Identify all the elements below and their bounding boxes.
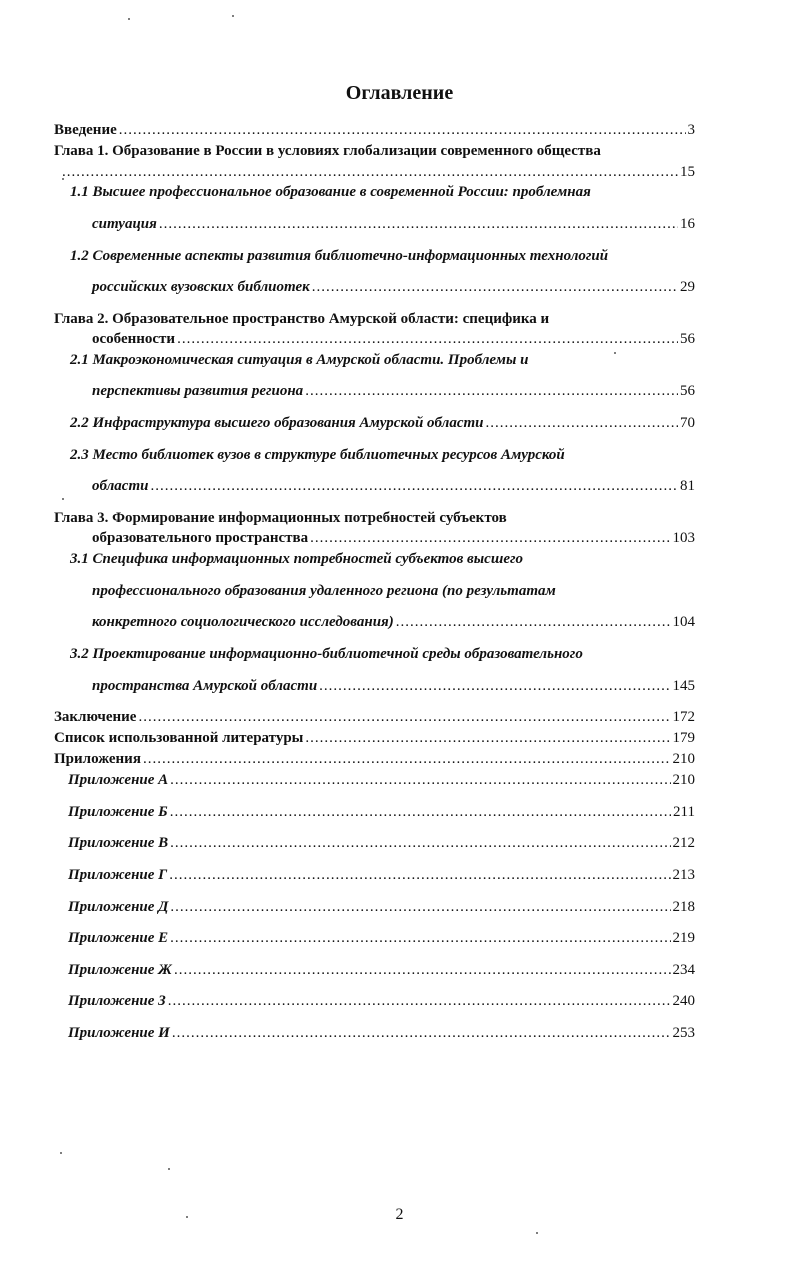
dot-leader	[62, 162, 678, 182]
scan-speck	[536, 1232, 538, 1234]
dot-leader	[170, 833, 670, 853]
toc-page-number: 104	[672, 614, 695, 630]
toc-entry-label: Приложение В	[68, 835, 169, 851]
dot-leader	[319, 676, 670, 696]
toc-page-number: 70	[680, 415, 695, 431]
toc-entry-label: Глава 2. Образовательное пространство Амурской области: специфика и	[54, 311, 550, 327]
toc-entry-chapter-1[interactable]	[54, 141, 799, 161]
toc-entry-section-2-3[interactable]	[70, 445, 799, 465]
toc-entry-conclusion[interactable]	[54, 707, 695, 727]
dot-leader	[170, 897, 670, 917]
dot-leader	[177, 329, 678, 349]
toc-page-number: 56	[680, 331, 695, 347]
toc-entry-section-1-2[interactable]	[70, 246, 799, 266]
toc-page-number: 211	[673, 804, 695, 820]
toc-page-number: 103	[672, 530, 695, 546]
toc-entry-section-1-1-cont[interactable]	[92, 214, 695, 234]
dot-leader	[143, 749, 671, 769]
scan-speck	[62, 498, 64, 500]
toc-entry-appendix-a[interactable]	[68, 770, 695, 790]
toc-page-number: 16	[680, 216, 695, 232]
toc-page-number: 179	[672, 730, 695, 746]
toc-page-number: 210	[672, 751, 695, 767]
page-number: 2	[395, 1206, 404, 1223]
toc-entry-label: Введение	[54, 122, 117, 138]
dot-leader	[170, 928, 670, 948]
toc-entry-references[interactable]	[54, 728, 695, 748]
toc-page-number: 210	[672, 772, 695, 788]
toc-entry-section-3-1-cont-2[interactable]	[92, 612, 695, 632]
toc-entry-label: 3.2 Проектирование информационно-библиотечной среды образовательного	[70, 646, 583, 662]
toc-entry-label: особенности	[92, 331, 176, 347]
dot-leader	[169, 865, 670, 885]
toc-page-number: 15	[680, 164, 695, 180]
dot-leader	[305, 728, 670, 748]
toc-entry-label: 2.2 Инфраструктура высшего образования Амурской области	[70, 415, 484, 431]
toc-entry-label: пространства Амурской области	[92, 678, 318, 694]
dot-leader	[150, 476, 678, 496]
toc-heading: Оглавление	[345, 82, 454, 104]
toc-page-number: 234	[672, 962, 695, 978]
toc-page-number: 253	[672, 1025, 695, 1041]
dot-leader	[168, 991, 671, 1011]
toc-entry-chapter-3[interactable]	[54, 508, 799, 528]
toc-entry-label: Глава 1. Образование в России в условиях глобализации современного общества	[54, 143, 601, 159]
toc-entry-section-2-1-cont[interactable]	[92, 381, 695, 401]
toc-entry-label: 3.1 Специфика информационных потребностей субъектов высшего	[70, 551, 524, 567]
toc-page-number: 56	[680, 383, 695, 399]
toc-entry-section-2-2[interactable]	[70, 413, 695, 433]
toc-entry-section-3-1-cont[interactable]	[92, 581, 799, 601]
dot-leader	[312, 277, 678, 297]
toc-page-number: 3	[687, 122, 695, 138]
toc-page-number: 172	[672, 709, 695, 725]
toc-entry-appendix-d[interactable]	[68, 897, 695, 917]
dot-leader	[305, 381, 678, 401]
toc-entry-label: Заключение	[54, 709, 137, 725]
toc-entry-label: Приложение Г	[68, 867, 168, 883]
toc-entry-label: перспективы развития региона	[92, 383, 304, 399]
toc-entry-label: 1.1 Высшее профессиональное образование в современной России: проблемная	[70, 184, 591, 200]
toc-page-number: 145	[672, 678, 695, 694]
toc-entry-label: Список использованной литературы	[54, 730, 304, 746]
dot-leader	[170, 770, 670, 790]
toc-entry-label: 2.1 Макроэкономическая ситуация в Амурской области. Проблемы и	[70, 352, 529, 368]
toc-page-number: 29	[680, 279, 695, 295]
toc-entry-appendix-e[interactable]	[68, 928, 695, 948]
toc-entry-chapter-3-cont[interactable]	[92, 528, 695, 548]
toc-page-number: 240	[672, 993, 695, 1009]
toc-entry-label: 1.2 Современные аспекты развития библиотечно-информационных технологий	[70, 248, 609, 264]
toc-entry-section-3-2-cont[interactable]	[92, 676, 695, 696]
toc-entry-section-3-1[interactable]	[70, 549, 799, 569]
toc-entry-chapter-2[interactable]	[54, 309, 799, 329]
toc-entry-appendix-g[interactable]	[68, 865, 695, 885]
toc-entry-label: ситуация	[92, 216, 157, 232]
toc-entry-section-1-1[interactable]	[70, 182, 799, 202]
toc-entry-appendix-b[interactable]	[68, 802, 695, 822]
scan-speck	[614, 352, 616, 354]
toc-entry-label: образовательного пространства	[92, 530, 309, 546]
toc-entry-intro[interactable]	[54, 120, 695, 140]
dot-leader	[172, 1023, 671, 1043]
dot-leader	[138, 707, 670, 727]
toc-entry-label: Приложение Б	[68, 804, 168, 820]
toc-entry-appendix-i[interactable]	[68, 1023, 695, 1043]
toc-entry-label: конкретного социологического исследования)	[92, 614, 394, 630]
toc-entry-label: Приложение З	[68, 993, 166, 1009]
toc-page-number: 81	[680, 478, 695, 494]
scan-speck	[186, 1216, 188, 1218]
toc-entry-appendix-zh[interactable]	[68, 960, 695, 980]
dot-leader	[486, 413, 678, 433]
toc-entry-label: Приложение А	[68, 772, 169, 788]
toc-entry-label: Приложения	[54, 751, 141, 767]
toc-entry-section-2-1[interactable]	[70, 350, 799, 370]
dot-leader	[310, 528, 670, 548]
dot-leader	[174, 960, 671, 980]
dot-leader	[170, 802, 671, 822]
toc-page-number: 219	[672, 930, 695, 946]
dot-leader	[119, 120, 686, 140]
scan-speck	[62, 178, 64, 180]
toc-entry-label: российских вузовских библиотек	[92, 279, 310, 295]
toc-entry-label: Приложение Д	[68, 899, 169, 915]
toc-entry-appendix-z[interactable]	[68, 991, 695, 1011]
toc-entry-label: 2.3 Место библиотек вузов в структуре библиотечных ресурсов Амурской	[70, 447, 565, 463]
toc-entry-chapter-2-cont[interactable]	[92, 329, 695, 349]
scan-speck	[128, 18, 130, 20]
toc-entry-chapter-1-page	[60, 162, 695, 182]
toc-entry-label: Глава 3. Формирование информационных потребностей субъектов	[54, 510, 507, 526]
toc-entry-label: Приложение Е	[68, 930, 169, 946]
dot-leader	[396, 612, 671, 632]
toc-page-number: 212	[672, 835, 695, 851]
dot-leader	[159, 214, 678, 234]
toc-entry-appendix-v[interactable]	[68, 833, 695, 853]
toc-entry-section-2-3-cont[interactable]	[92, 476, 695, 496]
toc-page-number: 213	[672, 867, 695, 883]
toc-entry-label: профессионального образования удаленного региона (по результатам	[92, 583, 556, 599]
toc-entry-label: Приложение Ж	[68, 962, 172, 978]
toc-entry-section-1-2-cont[interactable]	[92, 277, 695, 297]
toc-entry-appendices[interactable]	[54, 749, 695, 769]
toc-entry-label: области	[92, 478, 149, 494]
toc-entry-section-3-2[interactable]	[70, 644, 799, 664]
scan-speck	[60, 1152, 62, 1154]
toc-entry-label: Приложение И	[68, 1025, 170, 1041]
scan-speck	[232, 15, 234, 17]
toc-page-number: 218	[672, 899, 695, 915]
scan-speck	[168, 1168, 170, 1170]
